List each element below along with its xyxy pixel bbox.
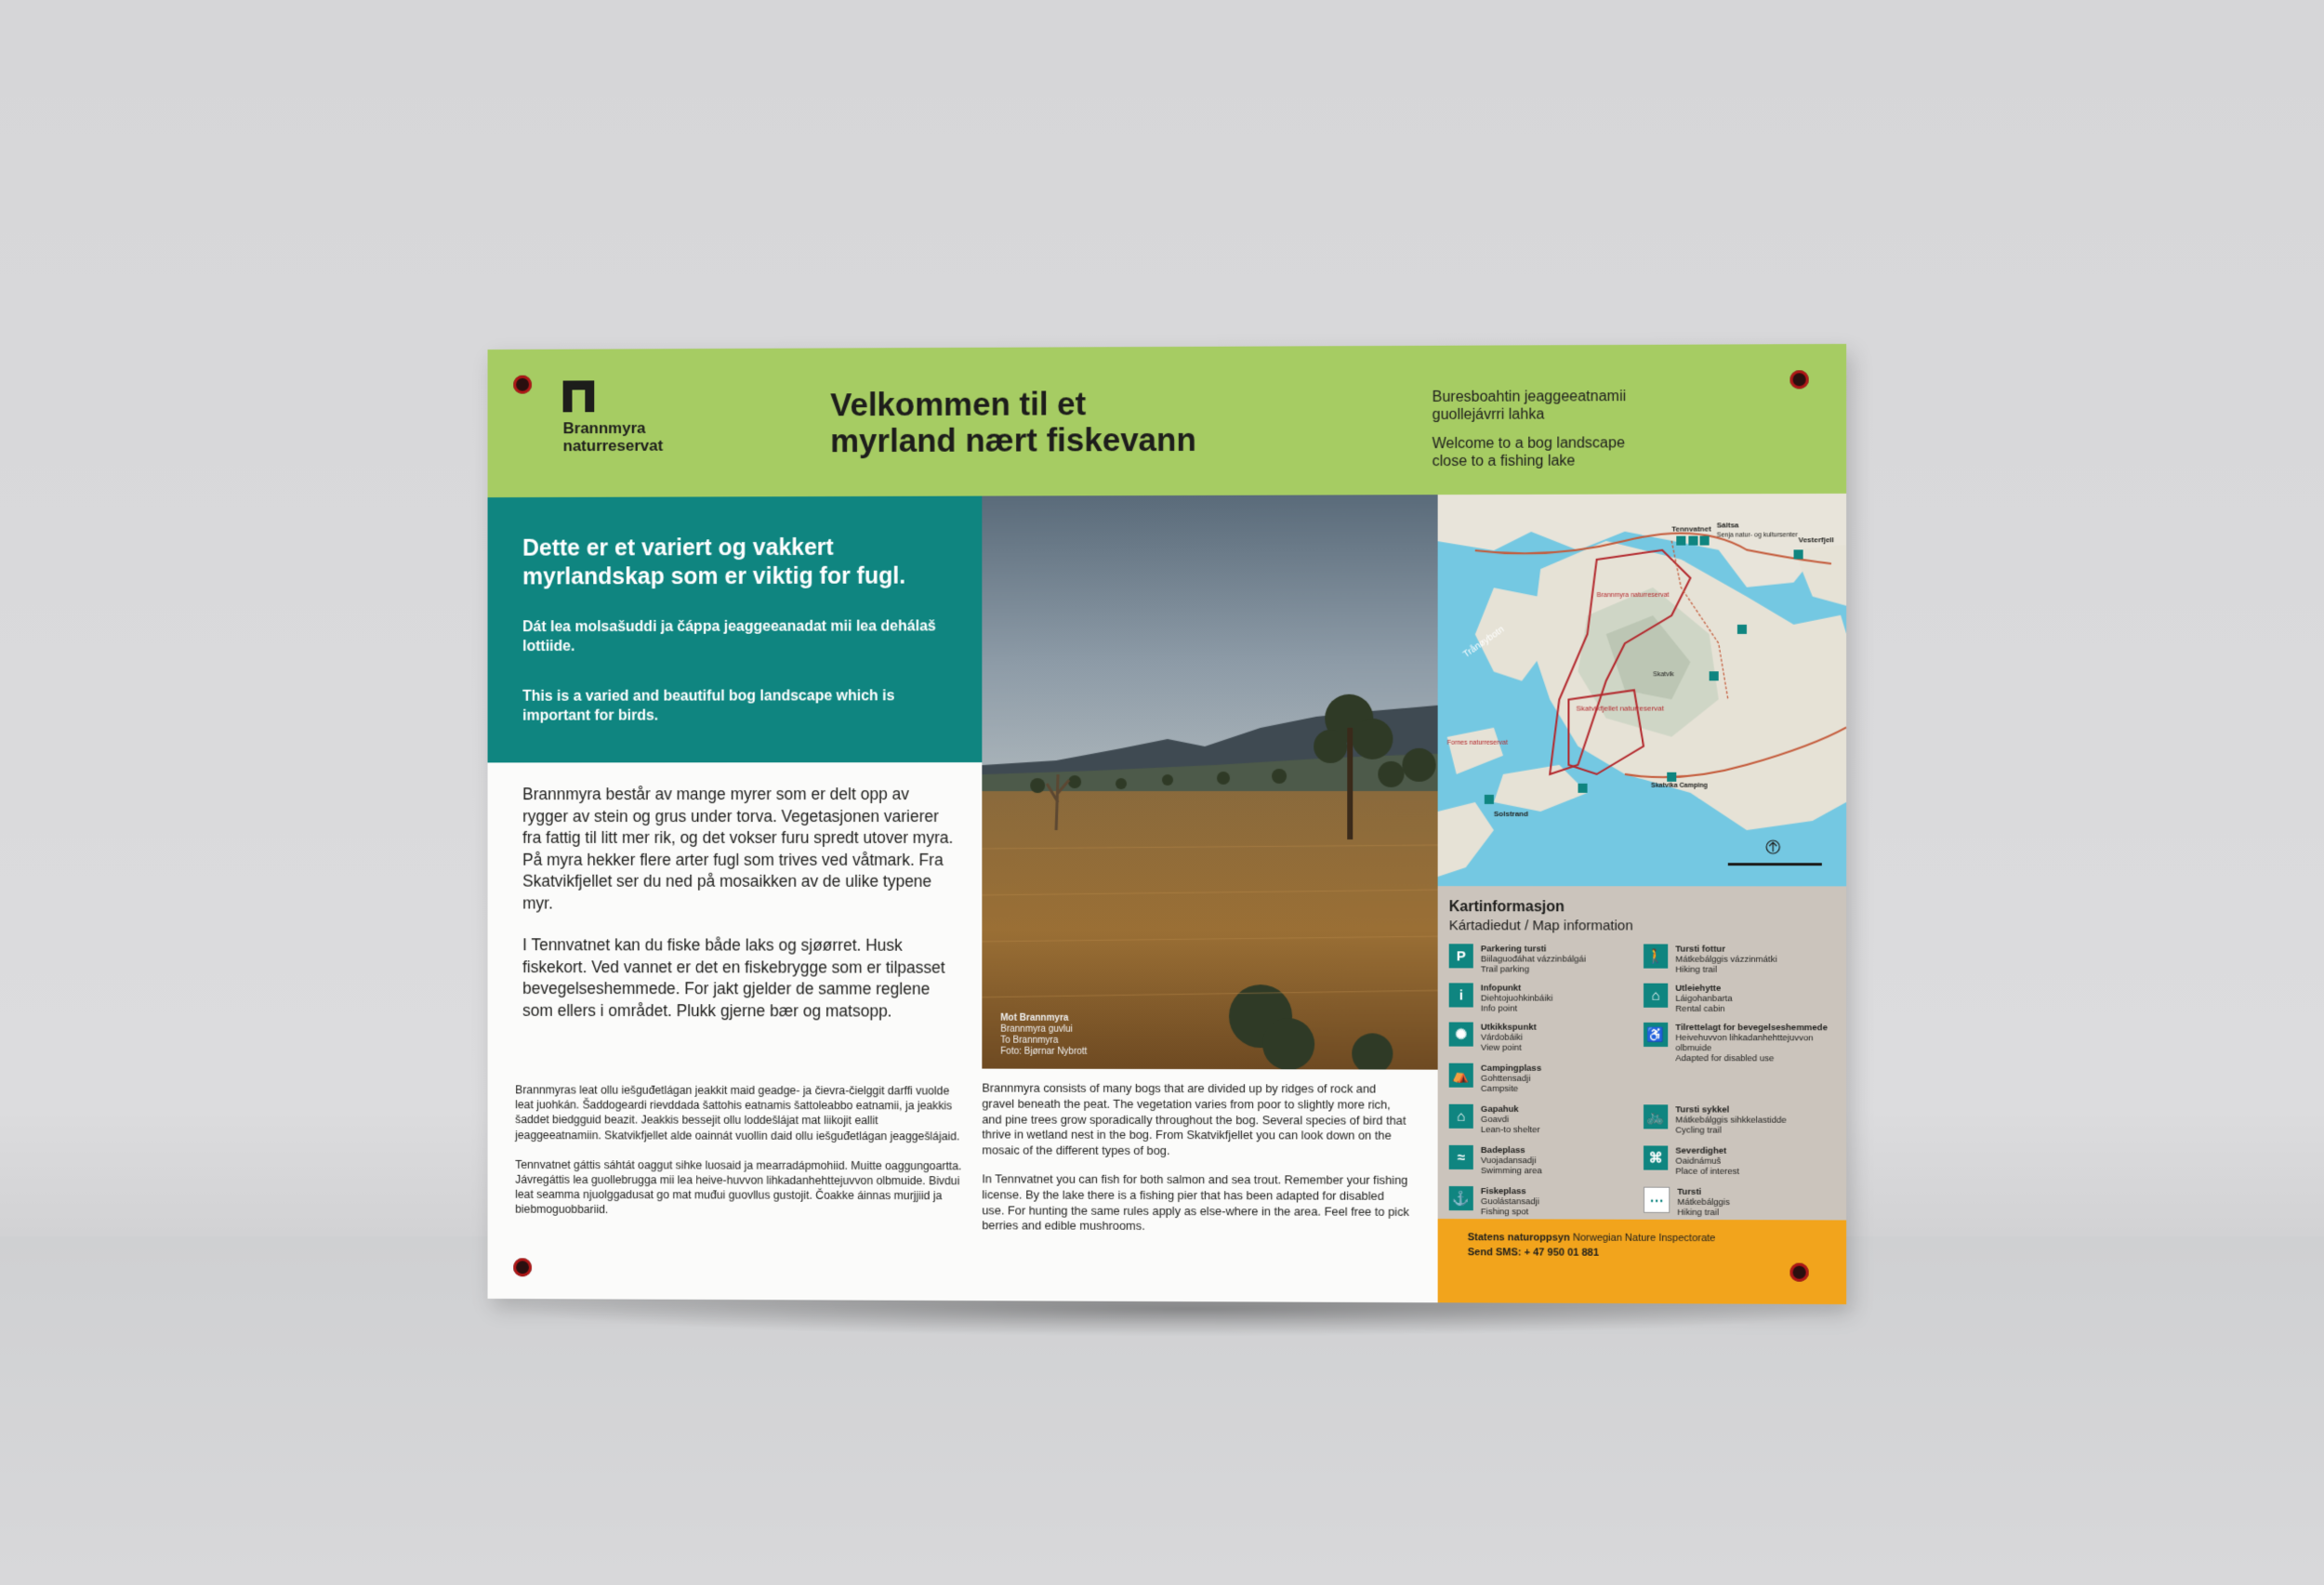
legend-label-no: Utkikkspunkt [1480, 1022, 1537, 1033]
legend-label-no: Parkering tursti [1480, 944, 1547, 955]
place-of-interest-icon: ⌘ [1644, 1145, 1668, 1169]
legend-subtitle: Kártadiedut / Map information [1448, 918, 1633, 934]
legend-label-no: Severdighet [1675, 1145, 1727, 1156]
legend-label-en: Info point [1480, 1003, 1518, 1014]
accessible-icon: ♿ [1644, 1023, 1668, 1047]
legend-label-se: Guolástansadji [1480, 1196, 1540, 1208]
footer-org [1468, 1232, 1716, 1244]
english-title-line-1: Welcome to a bog landscape [1432, 435, 1625, 453]
legend-label-se: Mátkebálggis [1677, 1196, 1730, 1209]
legend-label-en: Hiking trail [1677, 1207, 1720, 1219]
mounting-bolt-icon [513, 1258, 532, 1276]
legend-label-no: Campingplass [1480, 1063, 1542, 1074]
title-line-2: myrland nært fiskevann [830, 421, 1196, 460]
legend-item [1449, 1063, 1636, 1095]
body-norwegian [522, 784, 956, 1042]
bog-photo [982, 495, 1437, 1069]
legend-item [1644, 1023, 1831, 1064]
legend-label-se: Biilaguođáhat vázzinbálgái [1480, 954, 1587, 965]
legend-item [1449, 944, 1636, 974]
mounting-bolt-icon [513, 376, 532, 394]
legend-item [1644, 1187, 1831, 1219]
legend-label-se: Goavdi [1480, 1114, 1510, 1125]
shelter-icon: ⌂ [1449, 1104, 1473, 1129]
sami-title-line-1: Buresboahtin jeaggeeatnamii [1432, 389, 1627, 405]
english-paragraph-2: In Tennvatnet you can fish for both salmon and sea trout. Remember your fishing license. By the lake there is a fishing pier that has been adapted for disabled use. For hunting the same rules apply as else-where in the area. Feel free to pick berries and edible mushrooms. [982, 1171, 1410, 1234]
body-english [982, 1081, 1409, 1249]
legend-label-se: Gohttensadji [1480, 1073, 1531, 1084]
contact-footer [1438, 1219, 1847, 1304]
english-paragraph-1: Brannmyra consists of many bogs that are divided up by ridges of rock and gravel beneath the peat. The vegetation varies from poor to slightly more rich, and pine trees grow sporadically throughout the bog. Several species of bird that thrive in wetland nest in the bog. From Skatvikfjellet you can look down on the mosaic of the different types of bog. [982, 1080, 1406, 1158]
map-label-tranoybotn: Trånøybotn [1461, 624, 1507, 660]
legend-label-no: Fiskeplass [1480, 1186, 1526, 1197]
legend-label-en: Hiking trail [1675, 964, 1718, 975]
map-legend [1438, 886, 1847, 1220]
intro-english: This is a varied and beautiful bog landscape which is important for birds. [522, 688, 895, 724]
campsite-icon: ⛺ [1449, 1063, 1473, 1088]
sami-title [1433, 388, 1713, 424]
trail-parking-hiker-icon: 🚶 [1644, 944, 1668, 969]
map-label-saltsa: Sáltsa [1716, 521, 1739, 530]
swimming-icon: ≈ [1449, 1145, 1473, 1169]
scale-bar [1728, 863, 1822, 865]
logo-line-2: naturreservat [562, 436, 664, 456]
caption-line-2: Brannmyra guvlui [1000, 1024, 1073, 1035]
legend-item [1644, 984, 1831, 1014]
viewpoint-icon: ✺ [1449, 1023, 1473, 1047]
legend-item [1644, 1145, 1831, 1177]
legend-label-se: Mátkebálggis sihkkelastidde [1675, 1115, 1787, 1126]
legend-item [1644, 1104, 1831, 1136]
mounting-bolt-icon [1789, 370, 1808, 389]
legend-item [1644, 944, 1831, 975]
legend-label-en: Swimming area [1480, 1166, 1542, 1177]
legend-label-no: Tilrettelagt for bevegelseshemmede [1675, 1022, 1828, 1034]
legend-label-se: Mátkebálggis vázzinmátki [1675, 954, 1777, 965]
map-label-vesterfjell: Vesterfjell [1798, 535, 1834, 545]
map-label-skatvikfjellet: Skatvikfjellet naturreservat [1576, 704, 1664, 713]
logo-text [563, 419, 710, 455]
legend-item [1449, 1023, 1636, 1053]
legend-label-no: Infopunkt [1480, 983, 1522, 994]
map-label-brannmyra: Brannmyra naturreservat [1596, 591, 1670, 600]
norwegian-paragraph-1: Brannmyra består av mange myrer som er delt opp av rygger av stein og grus under torva. Vegetasjonen varierer fra fattig til litt mer rik, og det vokser furu spredt utover myra. På myra hekker flere arter fugl som trives ved våtmark. Fra Skatvikfjellet ser du ned på mosaikken av de ulike typene myr. [522, 785, 954, 912]
english-title-line-2: close to a fishing lake [1432, 453, 1576, 470]
legend-label-se: Diehtojuohkinbáiki [1480, 993, 1553, 1004]
legend-item [1449, 1145, 1636, 1177]
legend-item [1449, 1186, 1636, 1218]
cycling-icon: 🚲 [1644, 1104, 1668, 1129]
map-label-skatvika: Skatvika Camping [1651, 782, 1708, 789]
map-label-tennvatnet: Tennvatnet [1671, 524, 1711, 534]
caption-line-1: Mot Brannmyra [1000, 1012, 1069, 1024]
area-map [1438, 494, 1847, 887]
legend-label-se: Heivehuvvon lihkadanhehttejuvvon olbmuide [1675, 1033, 1814, 1054]
hiking-trail-icon: ⋯ [1644, 1187, 1670, 1213]
map-label-skatvik: Skatvik [1653, 671, 1674, 679]
legend-title: Kartinformasjon [1448, 899, 1565, 916]
intro-heading: Dette er et variert og vakkert myrlandskap som er viktig for fugl. [522, 534, 906, 590]
logo-mark-icon [563, 380, 595, 412]
footer-org-name: Statens naturoppsyn [1467, 1232, 1570, 1244]
footer-org-english: Norwegian Nature Inspectorate [1572, 1232, 1716, 1245]
legend-label-no: Utleiehytte [1675, 983, 1722, 994]
legend-label-no: Gapahuk [1480, 1103, 1519, 1115]
legend-label-no: Tursti [1677, 1186, 1702, 1197]
mounting-bolt-icon [1789, 1263, 1808, 1282]
legend-label-en: Lean-to shelter [1480, 1124, 1540, 1136]
multilingual-title [1433, 388, 1713, 482]
legend-label-en: Rental cabin [1675, 1003, 1725, 1015]
info-sign [488, 344, 1847, 1304]
photo-caption [1000, 1013, 1087, 1058]
legend-label-se: Vuojadansadji [1480, 1155, 1537, 1167]
map-label-fornes: Fornes naturreservat [1446, 739, 1508, 746]
info-icon: i [1449, 983, 1473, 1007]
legend-label-se: Várdobáiki [1480, 1032, 1523, 1043]
legend-item [1449, 983, 1636, 1013]
intro-panel [488, 496, 983, 763]
parking-icon: P [1449, 944, 1473, 968]
map-label-senja: Senja natur- og kultursenter [1716, 532, 1798, 539]
legend-label-en: Campsite [1480, 1083, 1519, 1094]
sami-paragraph-2: Tennvatnet gáttis sáhtát oaggut sihke luosaid ja mearradápmohiid. Muitte oaggungoartta. Jávregáttis lea guollebrugga mii lea heive-huvvon lihkadanhehttejuvvon olbmuide. Bivdui leat seamma njuolggadusat go mat muđui guovllus gustojit. Čoakke áinnas murjjiid ja biebmoguobbariid. [515, 1157, 962, 1217]
english-title [1433, 434, 1713, 470]
legend-label-en: Adapted for disabled use [1675, 1053, 1775, 1064]
logo-line-1: Brannmyra [562, 418, 646, 438]
legend-label-en: Fishing spot [1480, 1207, 1529, 1218]
legend-label-en: Trail parking [1480, 964, 1530, 975]
intro-sami: Dát lea molsašuddi ja čáppa jeaggeeanadat mii lea dehálaš lottiide. [522, 618, 936, 655]
rental-cabin-icon: ⌂ [1644, 984, 1668, 1008]
legend-label-en: Cycling trail [1675, 1125, 1722, 1136]
sami-paragraph-1: Brannmyras leat ollu iešguđetlágan jeakkit maid geadge- ja čievra-čielggit darffi vuolde leat juohkán. Šaddogeardi rievddada šattohis eatnamis šattoleabbo eatnamii, ja jeakkis šaddet biedgguid beazit. Jeakkis bessejit ollu loddešlájat mat liikojit eallit jeaggeeatnamiin. Skatvikfjellet alde oainnát vuollin daid ollu iešguđetlágan jeaggešlájaid. [515, 1083, 960, 1143]
norwegian-paragraph-2: I Tennvatnet kan du fiske både laks og sjøørret. Husk fiskekort. Ved vannet er det en fiskebrygge som er tilpasset bevegelseshemmede. For jakt gjelder de samme reglene som ellers i området. Plukk gjerne bær og matsopp. [522, 935, 945, 1020]
legend-label-no: Tursti fottur [1675, 944, 1725, 955]
page-title [830, 386, 1220, 459]
fishing-icon: ⚓ [1449, 1186, 1473, 1210]
legend-item [1449, 1104, 1636, 1136]
legend-label-se: Láigohanbarta [1675, 993, 1733, 1004]
legend-label-no: Tursti sykkel [1675, 1104, 1730, 1116]
caption-line-3: To Brannmyra [1000, 1035, 1059, 1046]
legend-label-en: Place of interest [1675, 1166, 1740, 1177]
sami-title-line-2: guollejávrri lahka [1432, 406, 1545, 423]
legend-label-en: View point [1480, 1042, 1522, 1053]
caption-line-4: Foto: Bjørnar Nybrott [1000, 1046, 1088, 1057]
logo [563, 380, 710, 455]
body-sami [515, 1082, 967, 1233]
footer-sms: Send SMS: + 47 950 01 881 [1467, 1247, 1599, 1259]
sign-header [488, 344, 1847, 497]
title-line-1: Velkommen til et [830, 386, 1087, 424]
map-label-solstrand: Solstrand [1493, 809, 1529, 818]
legend-label-no: Badeplass [1480, 1144, 1525, 1156]
legend-label-se: Oaidnámuš [1675, 1156, 1722, 1167]
